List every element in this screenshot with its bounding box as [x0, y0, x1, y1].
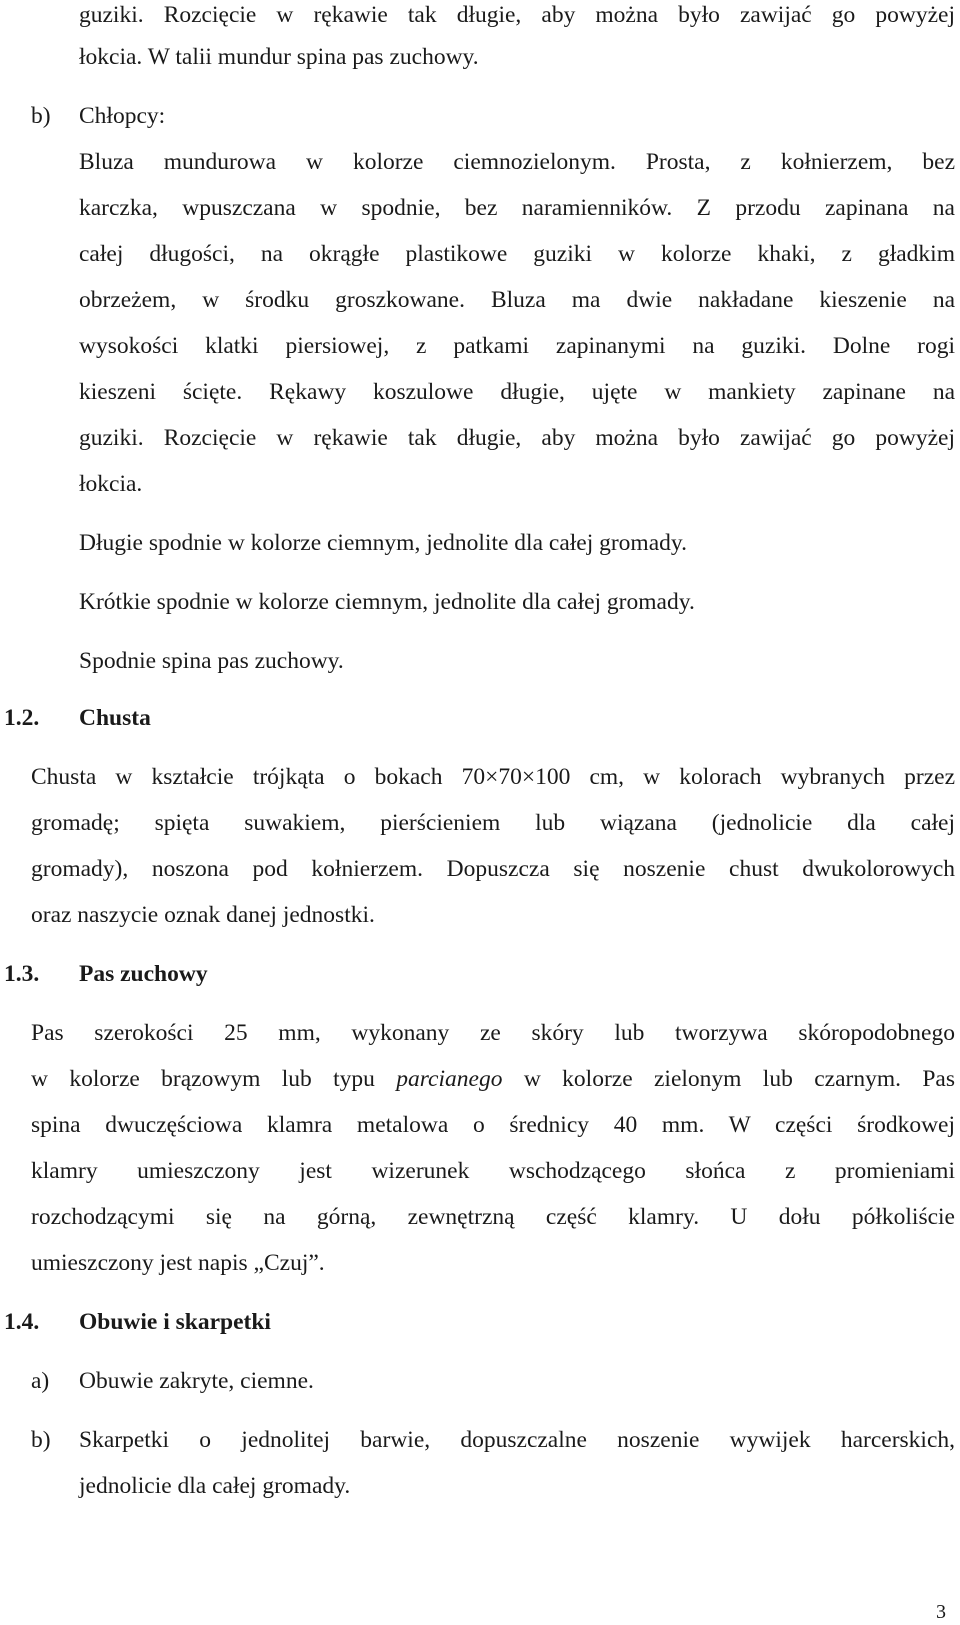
text-run: w kolorze brązowym lub typu — [31, 1066, 397, 1092]
belt-note-text: Spodnie spina pas zuchowy. — [79, 648, 344, 674]
paragraph-line: łokcia. — [79, 471, 143, 497]
section-number: 1.4. — [4, 1309, 40, 1335]
short-trousers-text: Krótkie spodnie w kolorze ciemnym, jednolite dla całej gromady. — [79, 589, 695, 615]
list-label-b: b) — [31, 1427, 51, 1453]
section-heading: Obuwie i skarpetki — [79, 1309, 271, 1335]
paragraph-line: rozchodzącymi się na górną, zewnętrzną część klamry. U dołu półkoliście — [31, 1204, 955, 1230]
paragraph-line: łokcia. W talii mundur spina pas zuchowy. — [79, 44, 479, 70]
paragraph-line: spina dwuczęściowa klamra metalowa o średnicy 40 mm. W części środkowej — [31, 1112, 955, 1138]
paragraph-line — [31, 1064, 955, 1094]
paragraph-line: umieszczony jest napis „Czuj”. — [31, 1250, 325, 1276]
paragraph-line: gromady), noszona pod kołnierzem. Dopuszcza się noszenie chust dwukolorowych — [31, 856, 955, 882]
paragraph-line: całej długości, na okrągłe plastikowe guziki w kolorze khaki, z gładkim — [79, 241, 955, 267]
paragraph-line: klamry umieszczony jest wizerunek wschodzącego słońca z promieniami — [31, 1158, 955, 1184]
paragraph-line: obrzeżem, w środku groszkowane. Bluza ma dwie nakładane kieszenie na — [79, 287, 955, 313]
paragraph-line: wysokości klatki piersiowej, z patkami zapinanymi na guziki. Dolne rogi — [79, 333, 955, 359]
section-heading: Chusta — [79, 705, 151, 731]
paragraph-line: karczka, wpuszczana w spodnie, bez naramienników. Z przodu zapinana na — [79, 195, 955, 221]
paragraph-line: kieszeni ścięte. Rękawy koszulowe długie, ujęte w mankiety zapinane na — [79, 379, 955, 405]
paragraph-line: Chusta w kształcie trójkąta o bokach 70×70×100 cm, w kolorach wybranych przez — [31, 764, 955, 790]
paragraph-line: guziki. Rozcięcie w rękawie tak długie, aby można było zawijać go powyżej — [79, 425, 955, 451]
section-number: 1.3. — [4, 961, 40, 987]
list-label-b: b) — [31, 103, 51, 129]
page-number: 3 — [936, 1601, 946, 1623]
section-heading: Pas zuchowy — [79, 961, 208, 987]
paragraph-line: gromadę; spięta suwakiem, pierścieniem lub wiązana (jednolicie dla całej — [31, 810, 955, 836]
paragraph-line: Bluza mundurowa w kolorze ciemnozielonym. Prosta, z kołnierzem, bez — [79, 149, 955, 175]
section-number: 1.2. — [4, 705, 40, 731]
list-item-text: jednolicie dla całej gromady. — [79, 1473, 351, 1499]
list-item-text: Obuwie zakryte, ciemne. — [79, 1368, 314, 1394]
boys-title: Chłopcy: — [79, 103, 166, 129]
text-run: w kolorze zielonym lub czarnym. Pas — [502, 1066, 955, 1092]
paragraph-line: oraz naszycie oznak danej jednostki. — [31, 902, 375, 928]
long-trousers-text: Długie spodnie w kolorze ciemnym, jednolite dla całej gromady. — [79, 530, 687, 556]
italic-term: parcianego — [396, 1066, 503, 1092]
paragraph-line: guziki. Rozcięcie w rękawie tak długie, aby można było zawijać go powyżej — [79, 2, 955, 28]
paragraph-line: Pas szerokości 25 mm, wykonany ze skóry lub tworzywa skóropodobnego — [31, 1020, 955, 1046]
list-item-text: Skarpetki o jednolitej barwie, dopuszczalne noszenie wywijek harcerskich, — [79, 1427, 955, 1453]
list-label-a: a) — [31, 1368, 50, 1394]
